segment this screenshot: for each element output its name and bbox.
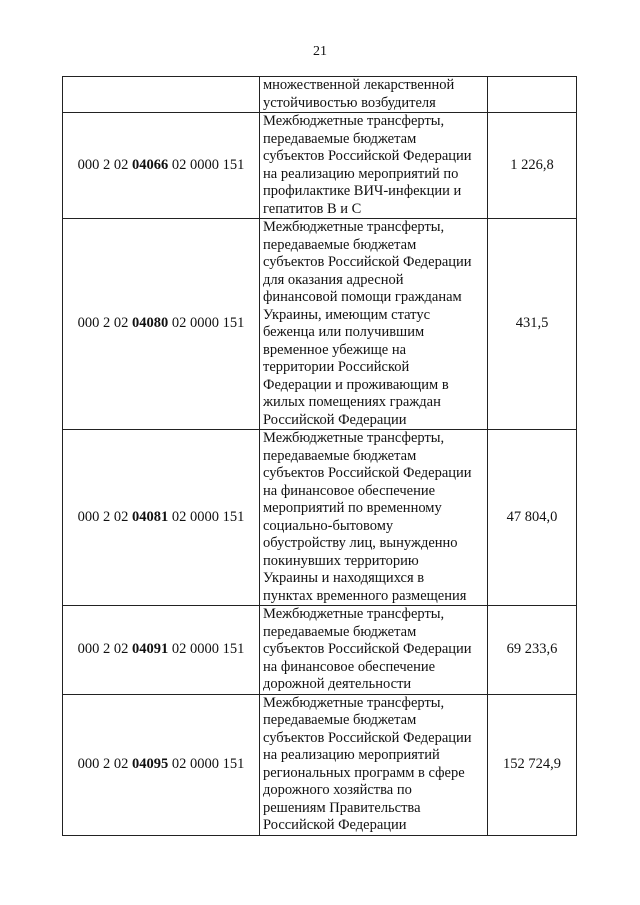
description-line: дорожного хозяйства по <box>263 782 412 798</box>
description-line: Межбюджетные трансферты, <box>263 113 445 129</box>
description-line: передаваемые бюджетам <box>263 236 417 253</box>
budget-code-cell <box>63 430 260 606</box>
description-line: Украины и находящихся в <box>263 570 425 586</box>
code-suffix: 02 0000 151 <box>168 315 245 332</box>
table-row <box>63 77 577 113</box>
table-row <box>63 606 577 695</box>
description-line: на финансовое обеспечение <box>263 658 436 675</box>
amount-cell: 1 226,8 <box>488 113 577 219</box>
description-cell <box>260 694 488 835</box>
code-prefix: 000 2 02 <box>77 755 132 772</box>
code-prefix: 000 2 02 <box>77 156 132 173</box>
code-group: 04081 <box>132 508 169 525</box>
description-line: гепатитов В и С <box>263 200 362 217</box>
budget-code-cell <box>63 219 260 430</box>
description-line: на реализацию мероприятий по <box>263 165 459 182</box>
description-line: субъектов Российской Федерации <box>263 729 472 746</box>
code-suffix: 02 0000 151 <box>168 641 245 657</box>
description-cell <box>260 77 488 113</box>
description-line: субъектов Российской Федерации <box>263 641 472 657</box>
description-line: региональных программ в сфере <box>263 764 465 781</box>
code-prefix: 000 2 02 <box>77 315 132 332</box>
table-row <box>63 430 577 606</box>
description-cell <box>260 113 488 219</box>
code-group: 04091 <box>132 641 169 657</box>
amount-cell: 152 724,9 <box>488 694 577 835</box>
description-line: Межбюджетные трансферты, <box>263 606 445 622</box>
description-line: жилых помещениях граждан <box>263 394 441 410</box>
description-line: Российской Федерации <box>263 411 407 428</box>
description-line: Межбюджетные трансферты, <box>263 219 445 235</box>
description-line: субъектов Российской Федерации <box>263 254 472 270</box>
budget-table <box>62 76 577 836</box>
description-line: территории Российской <box>263 359 410 375</box>
amount-cell <box>488 77 577 113</box>
code-suffix: 02 0000 151 <box>168 156 245 173</box>
description-line: решениям Правительства <box>263 799 421 816</box>
budget-code-cell <box>63 113 260 219</box>
page-number: 21 <box>313 44 327 59</box>
description-line: передаваемые бюджетам <box>263 712 417 728</box>
description-line: временное убежище на <box>263 341 407 358</box>
description-line: устойчивостью возбудителя <box>263 94 436 111</box>
amount-cell: 431,5 <box>488 219 577 430</box>
description-line: субъектов Российской Федерации <box>263 148 472 164</box>
amount-cell: 47 804,0 <box>488 430 577 606</box>
table-body <box>63 77 577 836</box>
code-prefix: 000 2 02 <box>77 508 132 525</box>
amount-cell: 69 233,6 <box>488 606 577 695</box>
description-cell <box>260 430 488 606</box>
table-row <box>63 694 577 835</box>
description-line: субъектов Российской Федерации <box>263 465 472 481</box>
description-line: передаваемые бюджетам <box>263 623 417 640</box>
description-line: на реализацию мероприятий <box>263 747 440 763</box>
description-line: на финансовое обеспечение <box>263 482 436 499</box>
code-group: 04080 <box>132 315 169 332</box>
description-line: мероприятий по временному <box>263 500 442 516</box>
description-line: Федерации и проживающим в <box>263 376 449 393</box>
code-suffix: 02 0000 151 <box>168 508 245 525</box>
budget-code-cell <box>63 694 260 835</box>
description-line: профилактике ВИЧ-инфекции и <box>263 183 462 199</box>
table-row <box>63 219 577 430</box>
description-line: Межбюджетные трансферты, <box>263 694 445 711</box>
description-line: Межбюджетные трансферты, <box>263 430 445 446</box>
description-line: социально-бытовому <box>263 517 394 534</box>
code-group: 04066 <box>132 156 169 173</box>
table-row <box>63 113 577 219</box>
budget-code-cell <box>63 606 260 695</box>
description-line: финансовой помощи гражданам <box>263 289 462 305</box>
description-cell <box>260 606 488 695</box>
description-line: беженца или получившим <box>263 324 425 340</box>
description-line: обустройству лиц, вынужденно <box>263 535 458 551</box>
description-line: Украины, имеющим статус <box>263 306 431 323</box>
budget-code-cell <box>63 77 260 113</box>
description-line: дорожной деятельности <box>263 676 412 692</box>
description-cell <box>260 219 488 430</box>
description-line: пунктах временного размещения <box>263 587 467 604</box>
code-prefix: 000 2 02 <box>77 641 132 657</box>
description-line: передаваемые бюджетам <box>263 130 417 147</box>
description-line: покинувших территорию <box>263 552 419 569</box>
description-line: Российской Федерации <box>263 817 407 833</box>
code-suffix: 02 0000 151 <box>168 755 245 772</box>
description-line: передаваемые бюджетам <box>263 447 417 464</box>
description-line: множественной лекарственной <box>263 77 455 93</box>
description-line: для оказания адресной <box>263 271 404 288</box>
code-group: 04095 <box>132 755 169 772</box>
